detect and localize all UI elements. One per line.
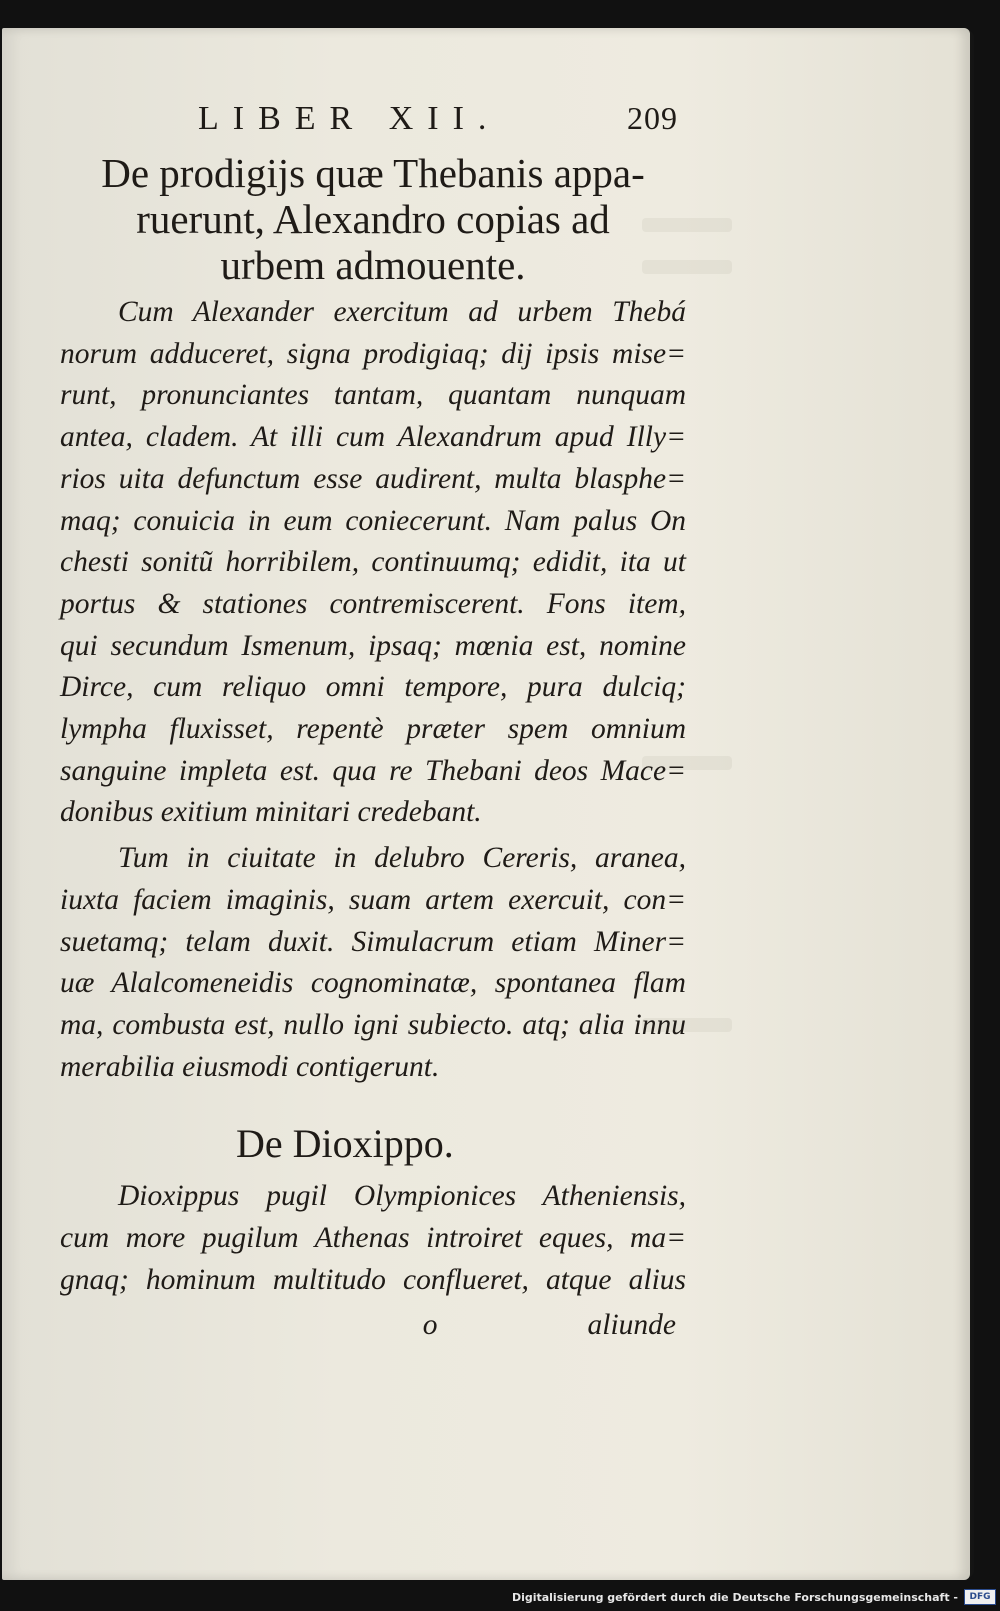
text-line: ma, combusta est, nullo igni subiecto. atq; alia innu xyxy=(60,1008,686,1041)
heading-line: De prodigijs quæ Thebanis appa- xyxy=(101,150,645,196)
section-heading-prodigies xyxy=(60,150,686,288)
section-heading-dioxippus: De Dioxippo. xyxy=(236,1121,454,1167)
paragraph-dioxippus xyxy=(60,1176,686,1301)
catchword: aliunde xyxy=(587,1309,676,1342)
dfg-logo-icon: DFG xyxy=(964,1589,996,1605)
heading-line: urbem admouente. xyxy=(220,242,526,288)
text-line: cum more pugilum Athenas introiret eques, ma= xyxy=(60,1222,686,1255)
text-line: sanguine impleta est. qua re Thebani deos Mace= xyxy=(60,754,686,787)
text-line: Tum in ciuitate in delubro Cereris, aranea, xyxy=(118,842,686,875)
text-line: lympha fluxisset, repentè præter spem omnium xyxy=(60,713,686,746)
text-line: merabilia eiusmodi contigerunt. xyxy=(60,1050,440,1083)
text-line: uæ Alalcomeneidis cognominatæ, spontanea flam xyxy=(60,967,686,1000)
text-line: Dioxippus pugil Olympionices Atheniensis, xyxy=(118,1180,686,1213)
text-line: Dirce, cum reliquo omni tempore, pura dulciq; xyxy=(60,671,686,704)
text-line: iuxta faciem imaginis, suam artem exercuit, con= xyxy=(60,883,686,916)
text-line: chesti sonitũ horribilem, continuumq; edidit, ita ut xyxy=(60,546,686,579)
text-line: qui secundum Ismenum, ipsaq; mœnia est, nomine xyxy=(60,629,686,662)
running-title: LIBER XII. xyxy=(198,100,501,137)
footer-credit: Digitalisierung gefördert durch die Deutsche Forschungsgemeinschaft - xyxy=(511,1590,958,1604)
paragraph-ceres xyxy=(60,838,686,1088)
text-line: maq; conuicia in eum coniecerunt. Nam palus On xyxy=(60,504,686,537)
text-line: rios uita defunctum esse audirent, multa blasphe= xyxy=(60,462,686,495)
digitization-footer xyxy=(512,1587,996,1607)
text-line: runt, pronunciantes tantam, quantam nunquam xyxy=(60,379,686,412)
folio-number: 209 xyxy=(627,100,678,136)
text-line: antea, cladem. At illi cum Alexandrum apud Illy= xyxy=(60,421,686,454)
text-line: donibus exitium minitari credebant. xyxy=(60,796,482,829)
signature-mark: o xyxy=(422,1309,438,1342)
heading-line: ruerunt, Alexandro copias ad xyxy=(136,196,610,242)
running-head xyxy=(60,100,686,146)
text-line: Cum Alexander exercitum ad urbem Thebá xyxy=(118,296,686,328)
catchline xyxy=(60,1303,686,1347)
text-line: gnaq; hominum multitudo conflueret, atque alius xyxy=(60,1263,686,1296)
text-line: suetamq; telam duxit. Simulacrum etiam Miner= xyxy=(60,925,686,958)
text-line: norum adduceret, signa prodigiaq; dij ipsis mise= xyxy=(60,337,686,370)
paragraph-alexander xyxy=(60,292,686,834)
text-block xyxy=(60,100,686,1347)
text-line: portus & stationes contremiscerent. Fons item, xyxy=(60,587,686,620)
